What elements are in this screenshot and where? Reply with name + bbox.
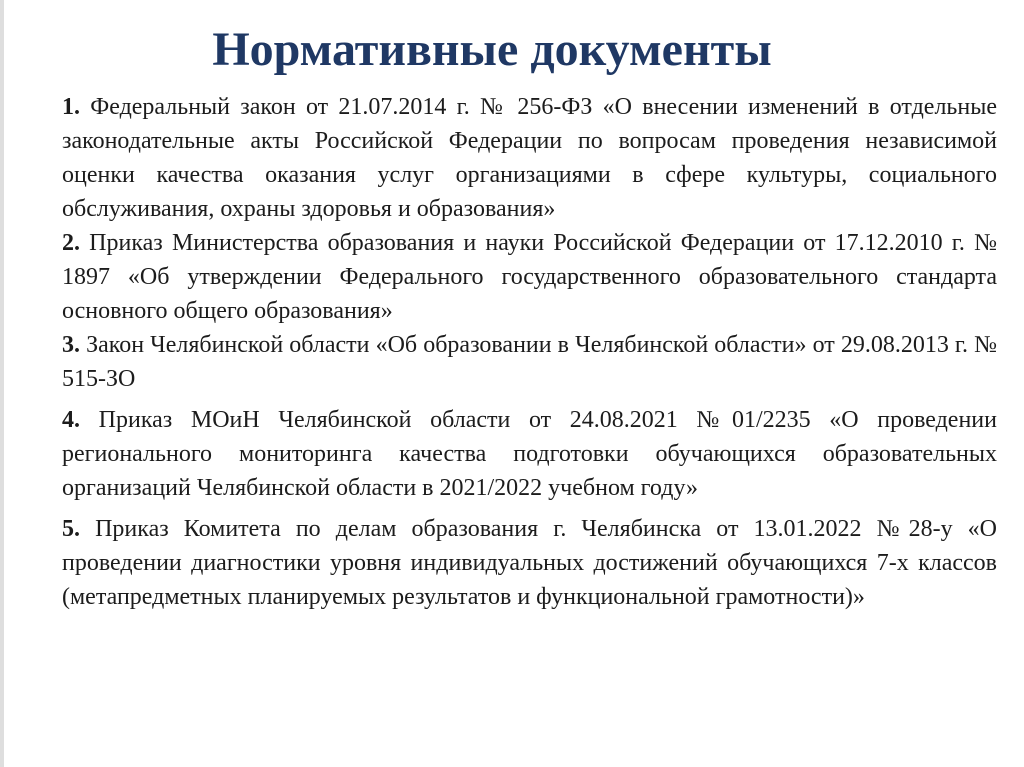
item-text: Закон Челябинской области «Об образовании в Челябинской области» от 29.08.2013 г. № 515-ЗО — [62, 332, 997, 392]
list-item — [62, 328, 997, 396]
page-title — [0, 20, 1024, 80]
item-text: Приказ Комитета по делам образования г. Челябинска от 13.01.2022 №28-у «О проведении диагностики уровня индивидуальных достижений обучающихся 7-х классов (метапредметных планируемых результатов и функциональной грамотности)» — [62, 516, 998, 610]
item-number: 1. — [62, 94, 80, 120]
list-item — [62, 403, 997, 505]
item-text: Федеральный закон от 21.07.2014 г. № 256-ФЗ «О внесении изменений в отдельные законодательные акты Российской Федерации по вопросам проведения независимой оценки качества оказания услуг организациями в сфере культуры, социального обслуживания, охраны здоровья и образования» — [62, 94, 998, 222]
list-item — [62, 512, 997, 614]
page-title-text: Нормативные документы — [212, 23, 772, 76]
list-item — [62, 226, 997, 328]
item-number: 3. — [62, 332, 80, 358]
item-number: 2. — [62, 230, 80, 256]
item-number: 5. — [62, 516, 80, 542]
document-list — [62, 90, 997, 614]
item-number: 4. — [62, 407, 80, 433]
item-text: Приказ МОиН Челябинской области от 24.08.2021 №01/2235 «О проведении регионального мониторинга качества подготовки обучающихся образовательных организаций Челябинской области в 2021/2022 учебном году» — [62, 407, 997, 501]
list-item — [62, 90, 997, 226]
item-text: Приказ Министерства образования и науки Российской Федерации от 17.12.2010 г. № 1897 «Об утверждении Федерального государственного образовательного стандарта основного общего образования» — [62, 230, 997, 324]
slide-edge-strip — [0, 0, 4, 767]
